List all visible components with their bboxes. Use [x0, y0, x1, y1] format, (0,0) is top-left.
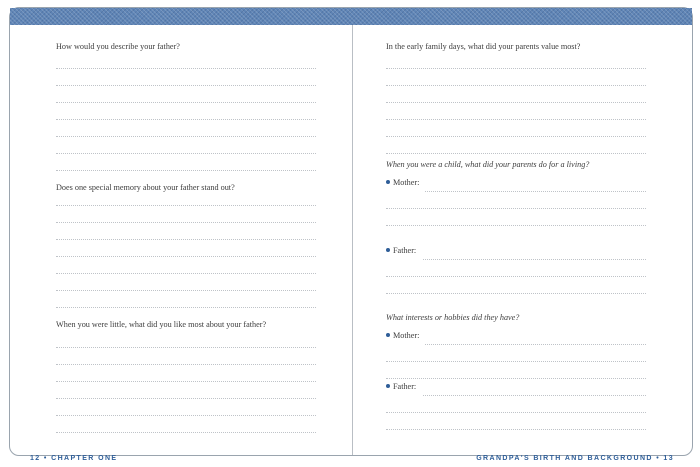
answer-line: [386, 378, 646, 379]
answer-line: [56, 415, 316, 416]
heading-parents-hobbies: What interests or hobbies did they have?: [386, 313, 520, 322]
answer-line: [56, 398, 316, 399]
answer-line: [56, 136, 316, 137]
patterned-top-edge: [10, 8, 692, 25]
answer-line: [386, 102, 646, 103]
answer-line: [56, 85, 316, 86]
answer-line: [56, 222, 316, 223]
answer-line: [56, 364, 316, 365]
mother-label: Mother:: [393, 331, 420, 340]
father-living-row: [386, 246, 416, 255]
answer-line: [423, 395, 646, 396]
mother-hobbies-row: [386, 331, 419, 340]
right-page-footer: GRANDPA'S BIRTH AND BACKGROUND • 13: [476, 455, 674, 462]
answer-line: [56, 239, 316, 240]
answer-line: [386, 225, 646, 226]
answer-line: [56, 307, 316, 308]
left-page: [10, 25, 351, 462]
answer-line: [386, 276, 646, 277]
answer-line: [56, 170, 316, 171]
question-liked-most: When you were little, what did you like most about your father?: [56, 320, 267, 329]
question-parents-value: In the early family days, what did your parents value most?: [386, 42, 581, 51]
answer-line: [386, 153, 646, 154]
answer-line: [56, 119, 316, 120]
father-label: Father:: [393, 246, 417, 255]
right-page: [353, 25, 694, 462]
answer-line: [386, 136, 646, 137]
answer-line: [56, 102, 316, 103]
answer-line: [386, 412, 646, 413]
bullet-icon: [386, 333, 390, 337]
answer-line: [386, 85, 646, 86]
answer-line: [423, 259, 646, 260]
heading-parents-living: When you were a child, what did your parents do for a living?: [386, 160, 590, 169]
mother-label: Mother:: [393, 178, 420, 187]
book-spread: [9, 7, 693, 462]
answer-line: [56, 290, 316, 291]
answer-line: [386, 119, 646, 120]
question-describe-father: How would you describe your father?: [56, 42, 180, 51]
answer-line: [56, 381, 316, 382]
father-hobbies-row: [386, 382, 416, 391]
answer-line: [386, 208, 646, 209]
answer-line: [56, 153, 316, 154]
left-page-footer: 12 • CHAPTER ONE: [30, 455, 118, 462]
answer-line: [56, 205, 316, 206]
answer-line: [386, 361, 646, 362]
answer-line: [56, 347, 316, 348]
answer-line: [56, 68, 316, 69]
question-special-memory: Does one special memory about your father stand out?: [56, 183, 235, 192]
answer-line: [56, 432, 316, 433]
father-label: Father:: [393, 382, 417, 391]
answer-line: [56, 256, 316, 257]
bullet-icon: [386, 180, 390, 184]
bullet-icon: [386, 248, 390, 252]
answer-line: [425, 191, 646, 192]
answer-line: [425, 344, 646, 345]
answer-line: [386, 68, 646, 69]
answer-line: [386, 293, 646, 294]
answer-line: [386, 429, 646, 430]
answer-line: [56, 273, 316, 274]
mother-living-row: [386, 178, 419, 187]
bullet-icon: [386, 384, 390, 388]
